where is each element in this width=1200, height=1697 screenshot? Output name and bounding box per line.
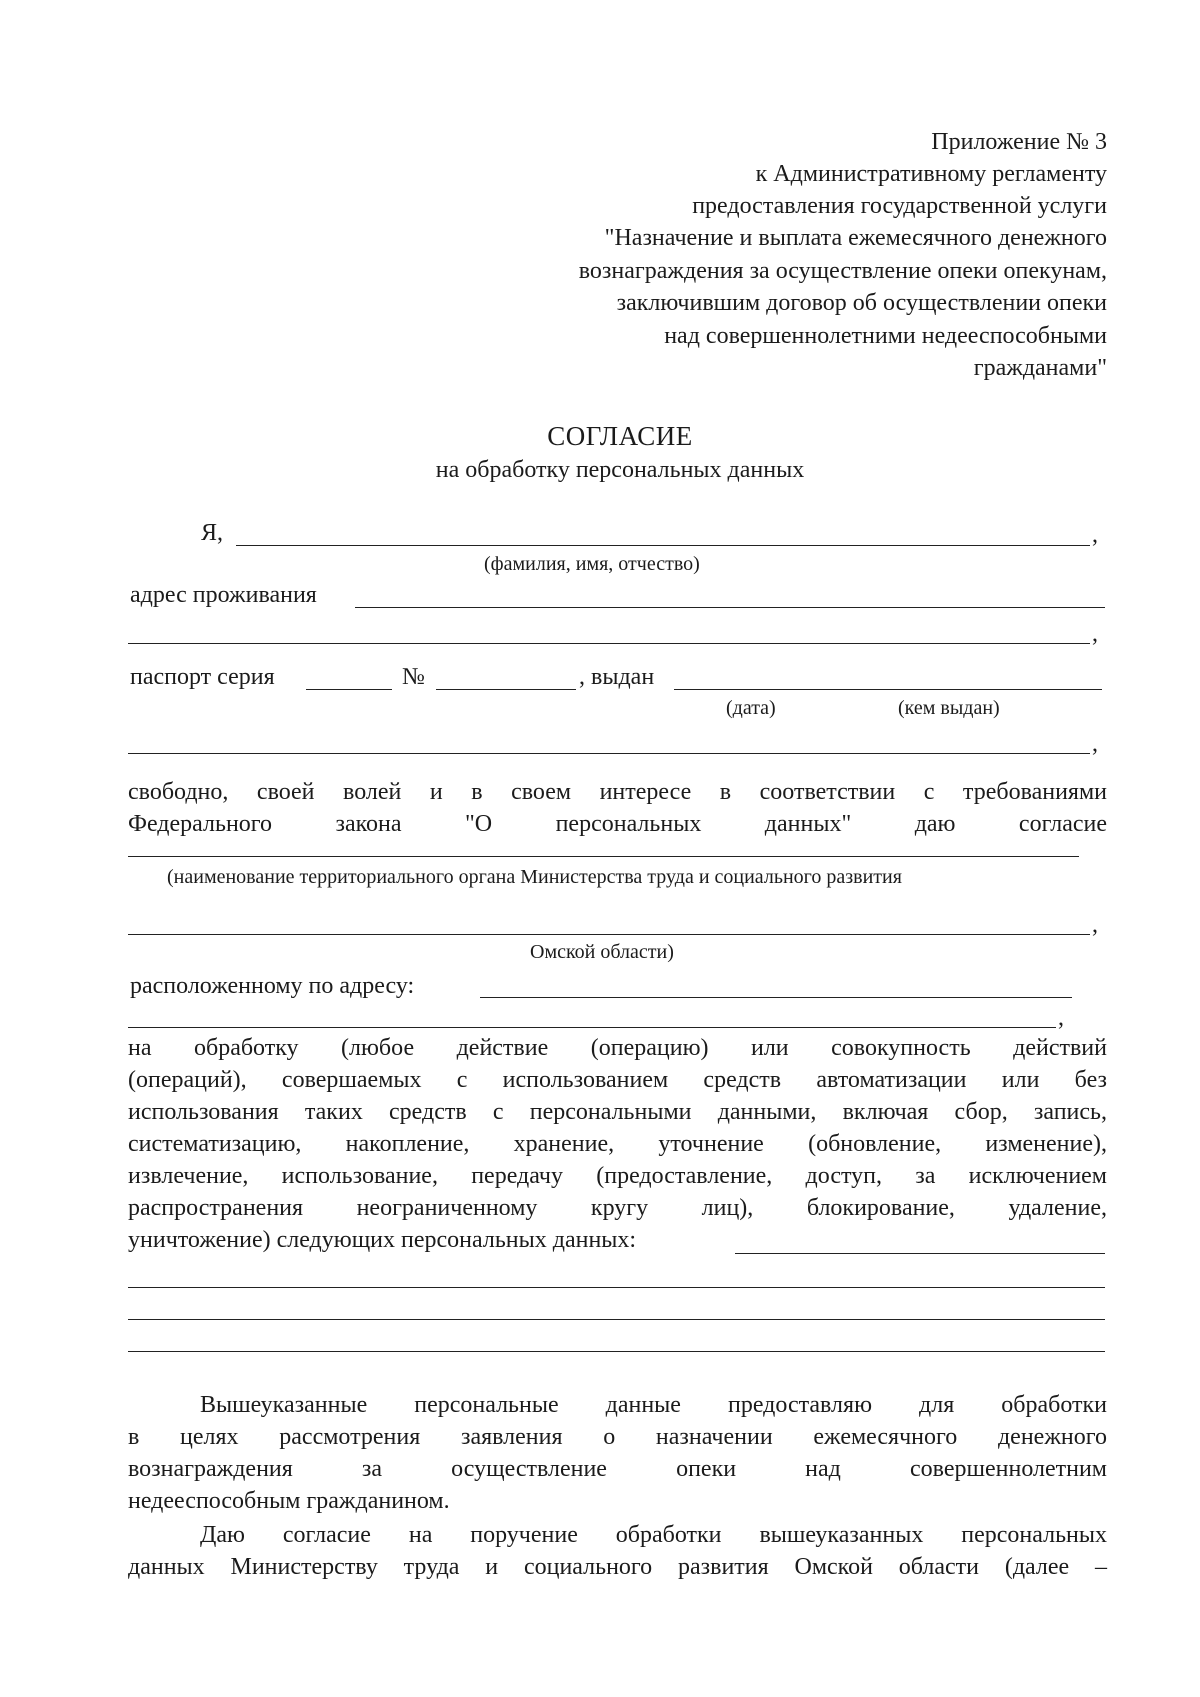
delegation-paragraph bbox=[128, 1519, 1107, 1583]
header-line: "Назначение и выплата ежемесячного денежного bbox=[604, 225, 1107, 251]
comma: , bbox=[1092, 912, 1098, 938]
passport-series-label: паспорт серия bbox=[130, 664, 275, 690]
paragraph-line: систематизацию, накопление, хранение, уточнение (обновление, изменение), bbox=[128, 1131, 1107, 1157]
paragraph-line: распространения неограниченному кругу лиц), блокирование, удаление, bbox=[128, 1195, 1107, 1221]
appendix-number: Приложение № 3 bbox=[931, 129, 1107, 155]
issued-label: , выдан bbox=[579, 664, 655, 690]
paragraph-line: в целях рассмотрения заявления о назначении ежемесячного денежного bbox=[128, 1424, 1107, 1450]
passport-series-field-line[interactable] bbox=[306, 689, 392, 690]
paragraph-line: уничтожение) следующих персональных данных: bbox=[128, 1227, 637, 1253]
comma: , bbox=[1092, 621, 1098, 647]
comma: , bbox=[1092, 522, 1098, 548]
issued-field-line[interactable] bbox=[674, 689, 1102, 690]
date-caption: (дата) bbox=[726, 697, 776, 719]
header-line: предоставления государственной услуги bbox=[692, 193, 1107, 219]
issued-by-caption: (кем выдан) bbox=[898, 697, 1000, 719]
name-caption: (фамилия, имя, отчество) bbox=[484, 553, 700, 575]
personal-data-field-line-2[interactable] bbox=[128, 1287, 1105, 1288]
authority-field-line-2[interactable] bbox=[128, 934, 1090, 935]
paragraph-line: на обработку (любое действие (операцию) или совокупность действий bbox=[128, 1035, 1107, 1061]
comma: , bbox=[1058, 1005, 1064, 1031]
header-line: к Административному регламенту bbox=[755, 161, 1107, 187]
paragraph-line: вознаграждения за осуществление опеки над совершеннолетним bbox=[128, 1456, 1107, 1482]
name-prefix: Я, bbox=[201, 520, 224, 546]
address-field-line-2[interactable] bbox=[128, 643, 1090, 644]
paragraph-line: Даю согласие на поручение обработки вышеуказанных персональных bbox=[200, 1522, 1107, 1548]
located-field-line-2[interactable] bbox=[128, 1027, 1056, 1028]
passport-number-field-line[interactable] bbox=[436, 689, 576, 690]
header-line: над совершеннолетними недееспособными bbox=[664, 323, 1107, 349]
consent-text-line: свободно, своей волей и в своем интересе в соответствии с требованиями bbox=[128, 779, 1107, 805]
paragraph-line: (операций), совершаемых с использованием средств автоматизации или без bbox=[128, 1067, 1107, 1093]
name-field-line[interactable] bbox=[236, 545, 1090, 546]
paragraph-line: данных Министерству труда и социального развития Омской области (далее – bbox=[128, 1554, 1107, 1580]
header-line: гражданами" bbox=[973, 355, 1107, 381]
personal-data-field-line-3[interactable] bbox=[128, 1319, 1105, 1320]
personal-data-field-line-4[interactable] bbox=[128, 1351, 1105, 1352]
purpose-paragraph bbox=[128, 1389, 1107, 1517]
comma: , bbox=[1092, 731, 1098, 757]
authority-caption: (наименование территориального органа Министерства труда и социального развития bbox=[167, 866, 902, 888]
passport-number-label: № bbox=[402, 664, 425, 690]
processing-paragraph bbox=[128, 1032, 1107, 1256]
authority-field-line[interactable] bbox=[128, 856, 1079, 857]
passport-field-line-2[interactable] bbox=[128, 753, 1090, 754]
authority-caption-end: Омской области) bbox=[530, 941, 674, 963]
header-line: вознаграждения за осуществление опеки опекунам, bbox=[578, 258, 1107, 284]
paragraph-line: Вышеуказанные персональные данные предоставляю для обработки bbox=[200, 1392, 1107, 1418]
paragraph-line: использования таких средств с персональными данными, включая сбор, запись, bbox=[128, 1099, 1107, 1125]
document-subtitle: на обработку персональных данных bbox=[435, 457, 805, 483]
located-label: расположенному по адресу: bbox=[130, 973, 415, 999]
address-field-line[interactable] bbox=[355, 607, 1105, 608]
address-label: адрес проживания bbox=[130, 582, 317, 608]
header-line: заключившим договор об осуществлении опеки bbox=[616, 290, 1107, 316]
located-field-line[interactable] bbox=[480, 997, 1072, 998]
paragraph-line: недееспособным гражданином. bbox=[128, 1488, 450, 1514]
paragraph-line: извлечение, использование, передачу (предоставление, доступ, за исключением bbox=[128, 1163, 1107, 1189]
personal-data-field-line[interactable] bbox=[735, 1253, 1105, 1254]
consent-text-line: Федерального закона "О персональных данных" даю согласие bbox=[128, 811, 1107, 837]
document-title: СОГЛАСИЕ bbox=[547, 421, 693, 451]
